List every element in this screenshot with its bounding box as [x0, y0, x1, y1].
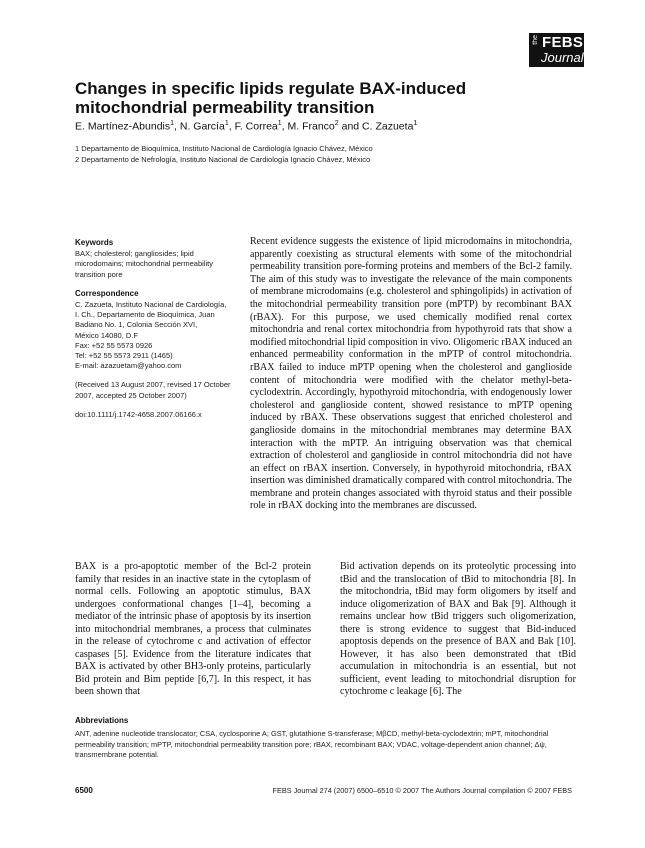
author-name: C. Zazueta: [362, 120, 414, 133]
keywords-heading: Keywords: [75, 238, 114, 247]
author-separator: ,: [228, 120, 235, 133]
correspondence-line: I. Ch., Departamento de Bioquímica, Juan: [75, 310, 215, 320]
logo-febs-text: FEBS: [542, 34, 584, 51]
author-name: F. Correa: [234, 120, 278, 133]
author-name: M. Franco: [287, 120, 335, 133]
logo-journal-text: Journal: [541, 50, 584, 65]
correspondence-email: E-mail: azazuetam@yahoo.com: [75, 361, 182, 371]
author-affil-ref: 1: [277, 120, 282, 127]
author-affil-ref: 2: [334, 120, 339, 127]
correspondence-heading: Correspondence: [75, 288, 139, 298]
abbreviations-heading: Abbreviations: [75, 716, 129, 725]
author-name: N. García: [179, 120, 225, 133]
article-title: Changes in specific lipids regulate BAX-induced mitochondrial permeability transition: [75, 79, 467, 117]
correspondence-line: Badiano No. 1, Colonia Sección XVI,: [75, 320, 198, 330]
logo-the-text: the: [532, 35, 539, 45]
correspondence-line: México 14080, D.F: [75, 330, 138, 340]
journal-citation: FEBS Journal 274 (2007) 6500–6510 © 2007 The Authors Journal compilation © 2007 FEBS: [272, 786, 572, 795]
correspondence-fax: Fax: +52 55 5573 0926: [75, 340, 153, 350]
article-sidebar: [75, 238, 235, 420]
keywords-text: BAX; cholesterol; gangliosides; lipid microdomains; mitochondrial permeability transition pore: [75, 249, 213, 279]
author-affil-ref: 1: [413, 120, 418, 127]
author-separator: ,: [281, 120, 288, 133]
author-affil-ref: 1: [170, 120, 175, 127]
author-list: [75, 120, 417, 133]
received-dates: (Received 13 August 2007, revised 17 October 2007, accepted 25 October 2007): [75, 380, 231, 400]
correspondence-tel: Tel: +52 55 5573 2911 (1465): [75, 351, 173, 361]
author-affil-ref: 1: [224, 120, 229, 127]
author-separator: and: [338, 120, 363, 133]
abstract-text: Recent evidence suggests the existence of lipid microdomains in mitochondria, apparently coexisting as structural elements with some of the mitochondrial permeability transition pore-forming proteins and members of the Bcl-2 family. The aim of this study was to investigate the relevance of the main components of membrane microdomains (e.g. cholesterol and sphingolipids) in activation of the mitochondrial permeability transition pore (mPTP) by recombinant BAX (rBAX). For this purpose, we used chemically modified renal cortex mitochondria and renal cortex mitochondria from hypothyroid rats that show a modified mitochondrial lipid composition in vivo. Oligomeric rBAX induced an enhanced permeability conformation in the mPTP of control mitochondria. rBAX failed to induce mPTP opening when the cholesterol and ganglioside content of mitochondria were modified with the chelator methyl-beta-cyclodextrin. Accordingly, hypothyroid mitochondria, with endogenously lower cholesterol and ganglioside content, showed resistance to mPTP opening induced by rBAX. These observations suggest that enriched cholesterol and ganglioside domains in the mitochondrial membranes may determine BAX interaction with the mPTP. An intriguing observation was that chemical extraction of cholesterol and ganglioside in control mitochondria did not have an effect on rBAX insertion. Conversely, in hypothyroid mitochondria, rBAX insertion was diminished dramatically compared with control mitochondria. The membrane and protein changes associated with thyroid status and their possible role in rBAX docking into the membranes are discussed.: [250, 236, 572, 512]
author-name: E. Martínez-Abundis: [75, 120, 171, 133]
body-column-1: BAX is a pro-apoptotic member of the Bcl-2 protein family that resides in an inactive state in the cytoplasm of normal cells. Following an apoptotic stimulus, BAX undergoes conformational changes [1–4], becoming a mediator of the intrinsic phase of apoptosis by its insertion into mitochondrial membranes, a process that culminates in the release of cytochrome c and activation of effector caspases [5]. Evidence from the literature indicates that BAX is activated by other BH3-only proteins, particularly Bid protein and Bim peptide [6,7]. In this respect, it has been shown that: [75, 561, 311, 697]
abbreviations-text: ANT, adenine nucleotide translocator; CSA, cyclosporine A; GST, glutathione S-transferase; MβCD, methyl-beta-cyclodextrin; mPT, mitochondrial permeability transition; mPTP, mitochondrial permeability transition pore; rBAX, recombinant BAX; VDAC, voltage-dependent anion channel; Δψ, transmembrane potential.: [75, 729, 549, 759]
doi-text: doi:10.1111/j.1742-4658.2007.06166.x: [75, 409, 202, 419]
affiliation-1: 1 Departamento de Bioquímica, Instituto Nacional de Cardiología Ignacio Chávez, México: [75, 144, 373, 153]
affiliation-2: 2 Departamento de Nefrología, Instituto Nacional de Cardiología Ignacio Chávez, México: [75, 155, 371, 164]
page-number: 6500: [75, 786, 93, 795]
author-separator: ,: [174, 120, 180, 133]
correspondence-line: C. Zazueta, Instituto Nacional de Cardiología,: [75, 300, 227, 310]
body-column-2: Bid activation depends on its proteolytic processing into tBid and the translocation of tBid to mitochondria [8]. In the mitochondria, tBid may form oligomers by itself and induce oligomerization of BAX and Bak [9]. Although it remains unclear how tBid triggers such oligomerization, there is strong evidence to suggest that Bid-induced apoptosis depends on the presence of BAX and Bak [10]. However, it has also been demonstrated that tBid accumulation in mitochondria is an essential, but not sufficient, event leading to mitochondrial disruption for cytochrome c leakage [6]. The: [340, 561, 576, 697]
febs-journal-logo: [529, 33, 584, 67]
